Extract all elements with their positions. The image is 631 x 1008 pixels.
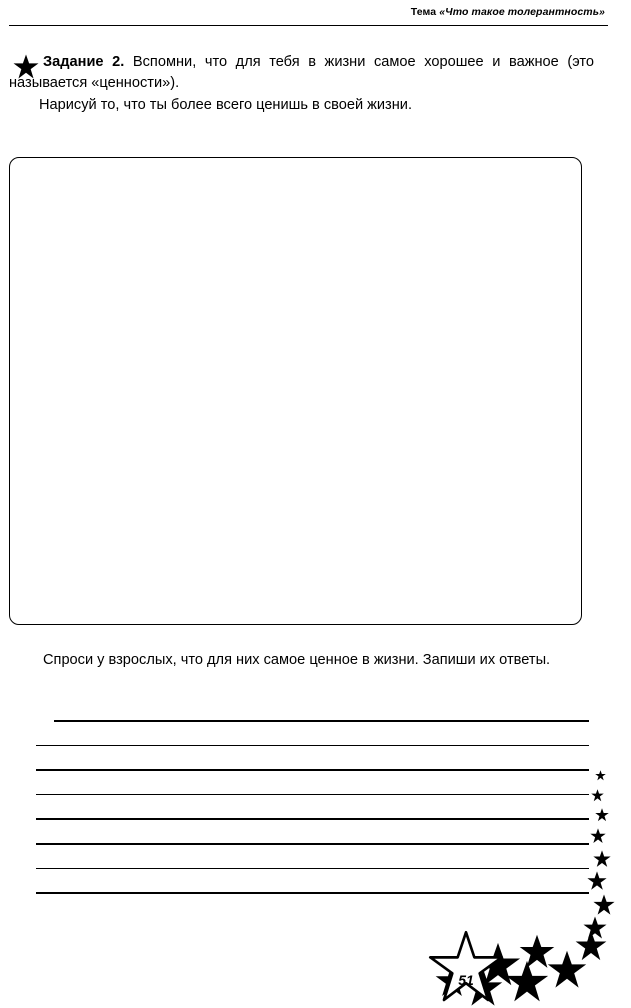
page-number-star-icon [428,930,504,1006]
task-paragraph [9,52,594,95]
task-label: Задание 2. [43,54,125,70]
drawing-box[interactable] [9,157,582,625]
task-body: Вспомни, что для тебя в жизни самое хорошее и важное (это называется «ценности»). [9,54,594,92]
star-icon [590,828,606,844]
star-icon [587,871,607,891]
star-icon [591,789,604,802]
task-second-line: Нарисуй то, что ты более всего ценишь в своей жизни. [39,96,413,113]
decorative-star-column [581,770,621,930]
star-icon [595,808,609,822]
header-prefix: Тема [410,6,440,18]
star-icon [593,850,611,868]
answer-lines [9,720,589,894]
instruction-text: Спроси у взрослых, что для них самое ценное в жизни. Запиши их ответы. [43,652,551,668]
star-icon [593,894,615,916]
star-icon [13,54,39,80]
task-second-line-wrapper [9,95,594,116]
star-icon [595,770,606,781]
page-number: 51 [458,972,474,988]
header-divider [9,25,608,26]
page-header [411,6,605,18]
header-title: «Что такое толерантность» [439,6,605,18]
answer-line[interactable] [36,892,589,894]
instruction-paragraph [9,650,589,671]
task-block [9,52,594,116]
